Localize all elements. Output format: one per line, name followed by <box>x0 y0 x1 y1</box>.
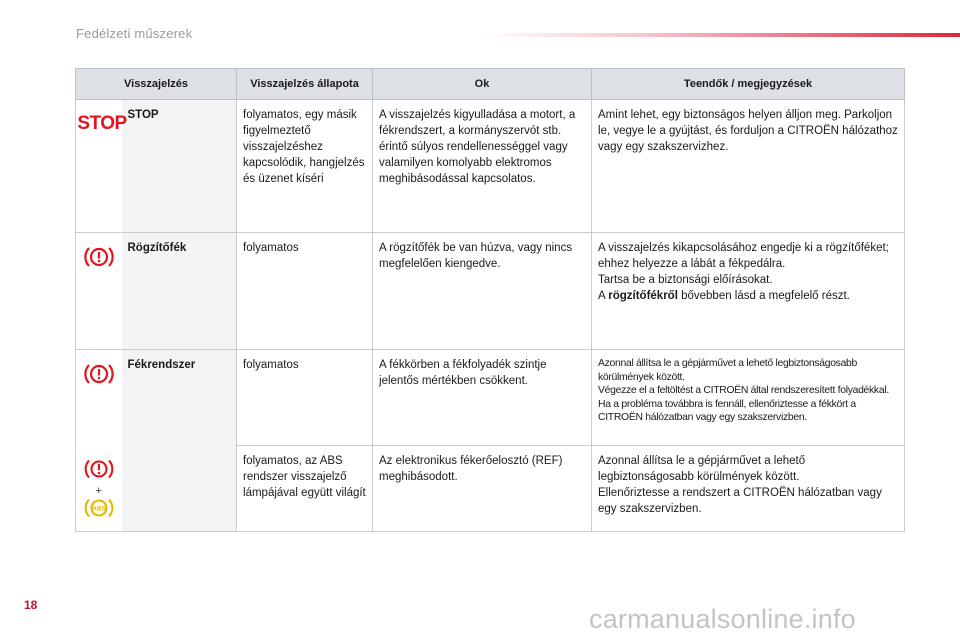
table-row <box>76 233 905 350</box>
stop-icon <box>77 111 127 138</box>
brake-and-abs-warning-icons <box>82 457 116 525</box>
abs-label: ABS <box>92 505 106 512</box>
warning-lights-table <box>75 68 905 532</box>
indicator-cause: A fékkörben a fékfolyadék szintje jelentős mértékben csökkent. <box>373 350 592 446</box>
svg-text:STOP: STOP <box>77 113 127 134</box>
parking-brake-warning-icon <box>82 244 116 275</box>
abs-warning-icon <box>82 496 116 520</box>
indicator-state: folyamatos <box>237 350 373 446</box>
column-header-state: Visszajelzés állapota <box>237 69 373 100</box>
indicator-name: STOP <box>122 100 237 233</box>
table-row <box>76 100 905 233</box>
table-row <box>76 350 905 446</box>
table-header-row <box>76 69 905 100</box>
indicator-action <box>592 233 905 350</box>
indicator-cause: A rögzítőfék be van húzva, vagy nincs megfelelően kiengedve. <box>373 233 592 350</box>
icon-cell <box>76 350 122 446</box>
action-text: A visszajelzés kikapcsolásához engedje ki a rögzítőféket; ehhez helyezze a lábát a fékpedálra. <box>598 242 889 270</box>
indicator-cause: A visszajelzés kigyulladása a motort, a fékrendszert, a kormányszervót stb. érintő súlyos rendellenességgel vagy valamilyen komolyabb elektromos meghibásodással kapcsolatos. <box>373 100 592 233</box>
page-number: 18 <box>24 598 38 612</box>
column-header-action: Teendők / megjegyzések <box>592 69 905 100</box>
indicator-action <box>592 446 905 532</box>
indicator-name: Fékrendszer <box>122 350 237 532</box>
action-text: Azonnal állítsa le a gépjárművet a lehető legbiztonságosabb körülmények között. <box>598 358 858 383</box>
indicator-state: folyamatos, egy másik figyelmeztető visszajelzéshez kapcsolódik, hangjelzés és üzenet kíséri <box>237 100 373 233</box>
action-text: Végezze el a feltöltést a CITROËN által rendszeresített folyadékkal. <box>598 385 889 397</box>
brake-warning-icon <box>82 361 116 392</box>
action-text: bővebben lásd a megfelelő részt. <box>677 290 850 302</box>
section-title: Fedélzeti műszerek <box>76 26 193 41</box>
action-text: A <box>598 290 609 302</box>
column-header-indicator: Visszajelzés <box>76 69 237 100</box>
indicator-cause: Az elektronikus fékerőelosztó (REF) meghibásodott. <box>373 446 592 532</box>
indicator-action <box>592 350 905 446</box>
watermark: carmanualsonline.info <box>589 604 856 634</box>
action-text: Ha a probléma továbbra is fennáll, ellenőriztesse a fékkört a CITROËN hálózatban vagy egy szakszervizben. <box>598 398 856 424</box>
action-text: Ellenőriztesse a rendszert a CITROËN hálózatban vagy egy szakszervizben. <box>598 487 882 515</box>
column-header-cause: Ok <box>373 69 592 100</box>
icon-cell <box>76 446 122 532</box>
action-text: Tartsa be a biztonsági előírásokat. <box>598 274 773 286</box>
brake-warning-icon <box>82 457 116 481</box>
indicator-action: Amint lehet, egy biztonságos helyen álljon meg. Parkoljon le, vegye le a gyújtást, és forduljon a CITROËN hálózathoz vagy egy szakszervizhez. <box>592 100 905 233</box>
icon-cell <box>76 233 122 350</box>
action-text-bold: rögzítőfékről <box>608 290 678 302</box>
header-accent-bar <box>480 33 960 37</box>
plus-sign: + <box>95 484 102 497</box>
indicator-name: Rögzítőfék <box>122 233 237 350</box>
indicator-state: folyamatos, az ABS rendszer visszajelző lámpájával együtt világít <box>237 446 373 532</box>
indicator-state: folyamatos <box>237 233 373 350</box>
icon-cell <box>76 100 127 233</box>
action-text: Azonnal állítsa le a gépjárművet a lehető legbiztonságosabb körülmények között. <box>598 455 806 483</box>
